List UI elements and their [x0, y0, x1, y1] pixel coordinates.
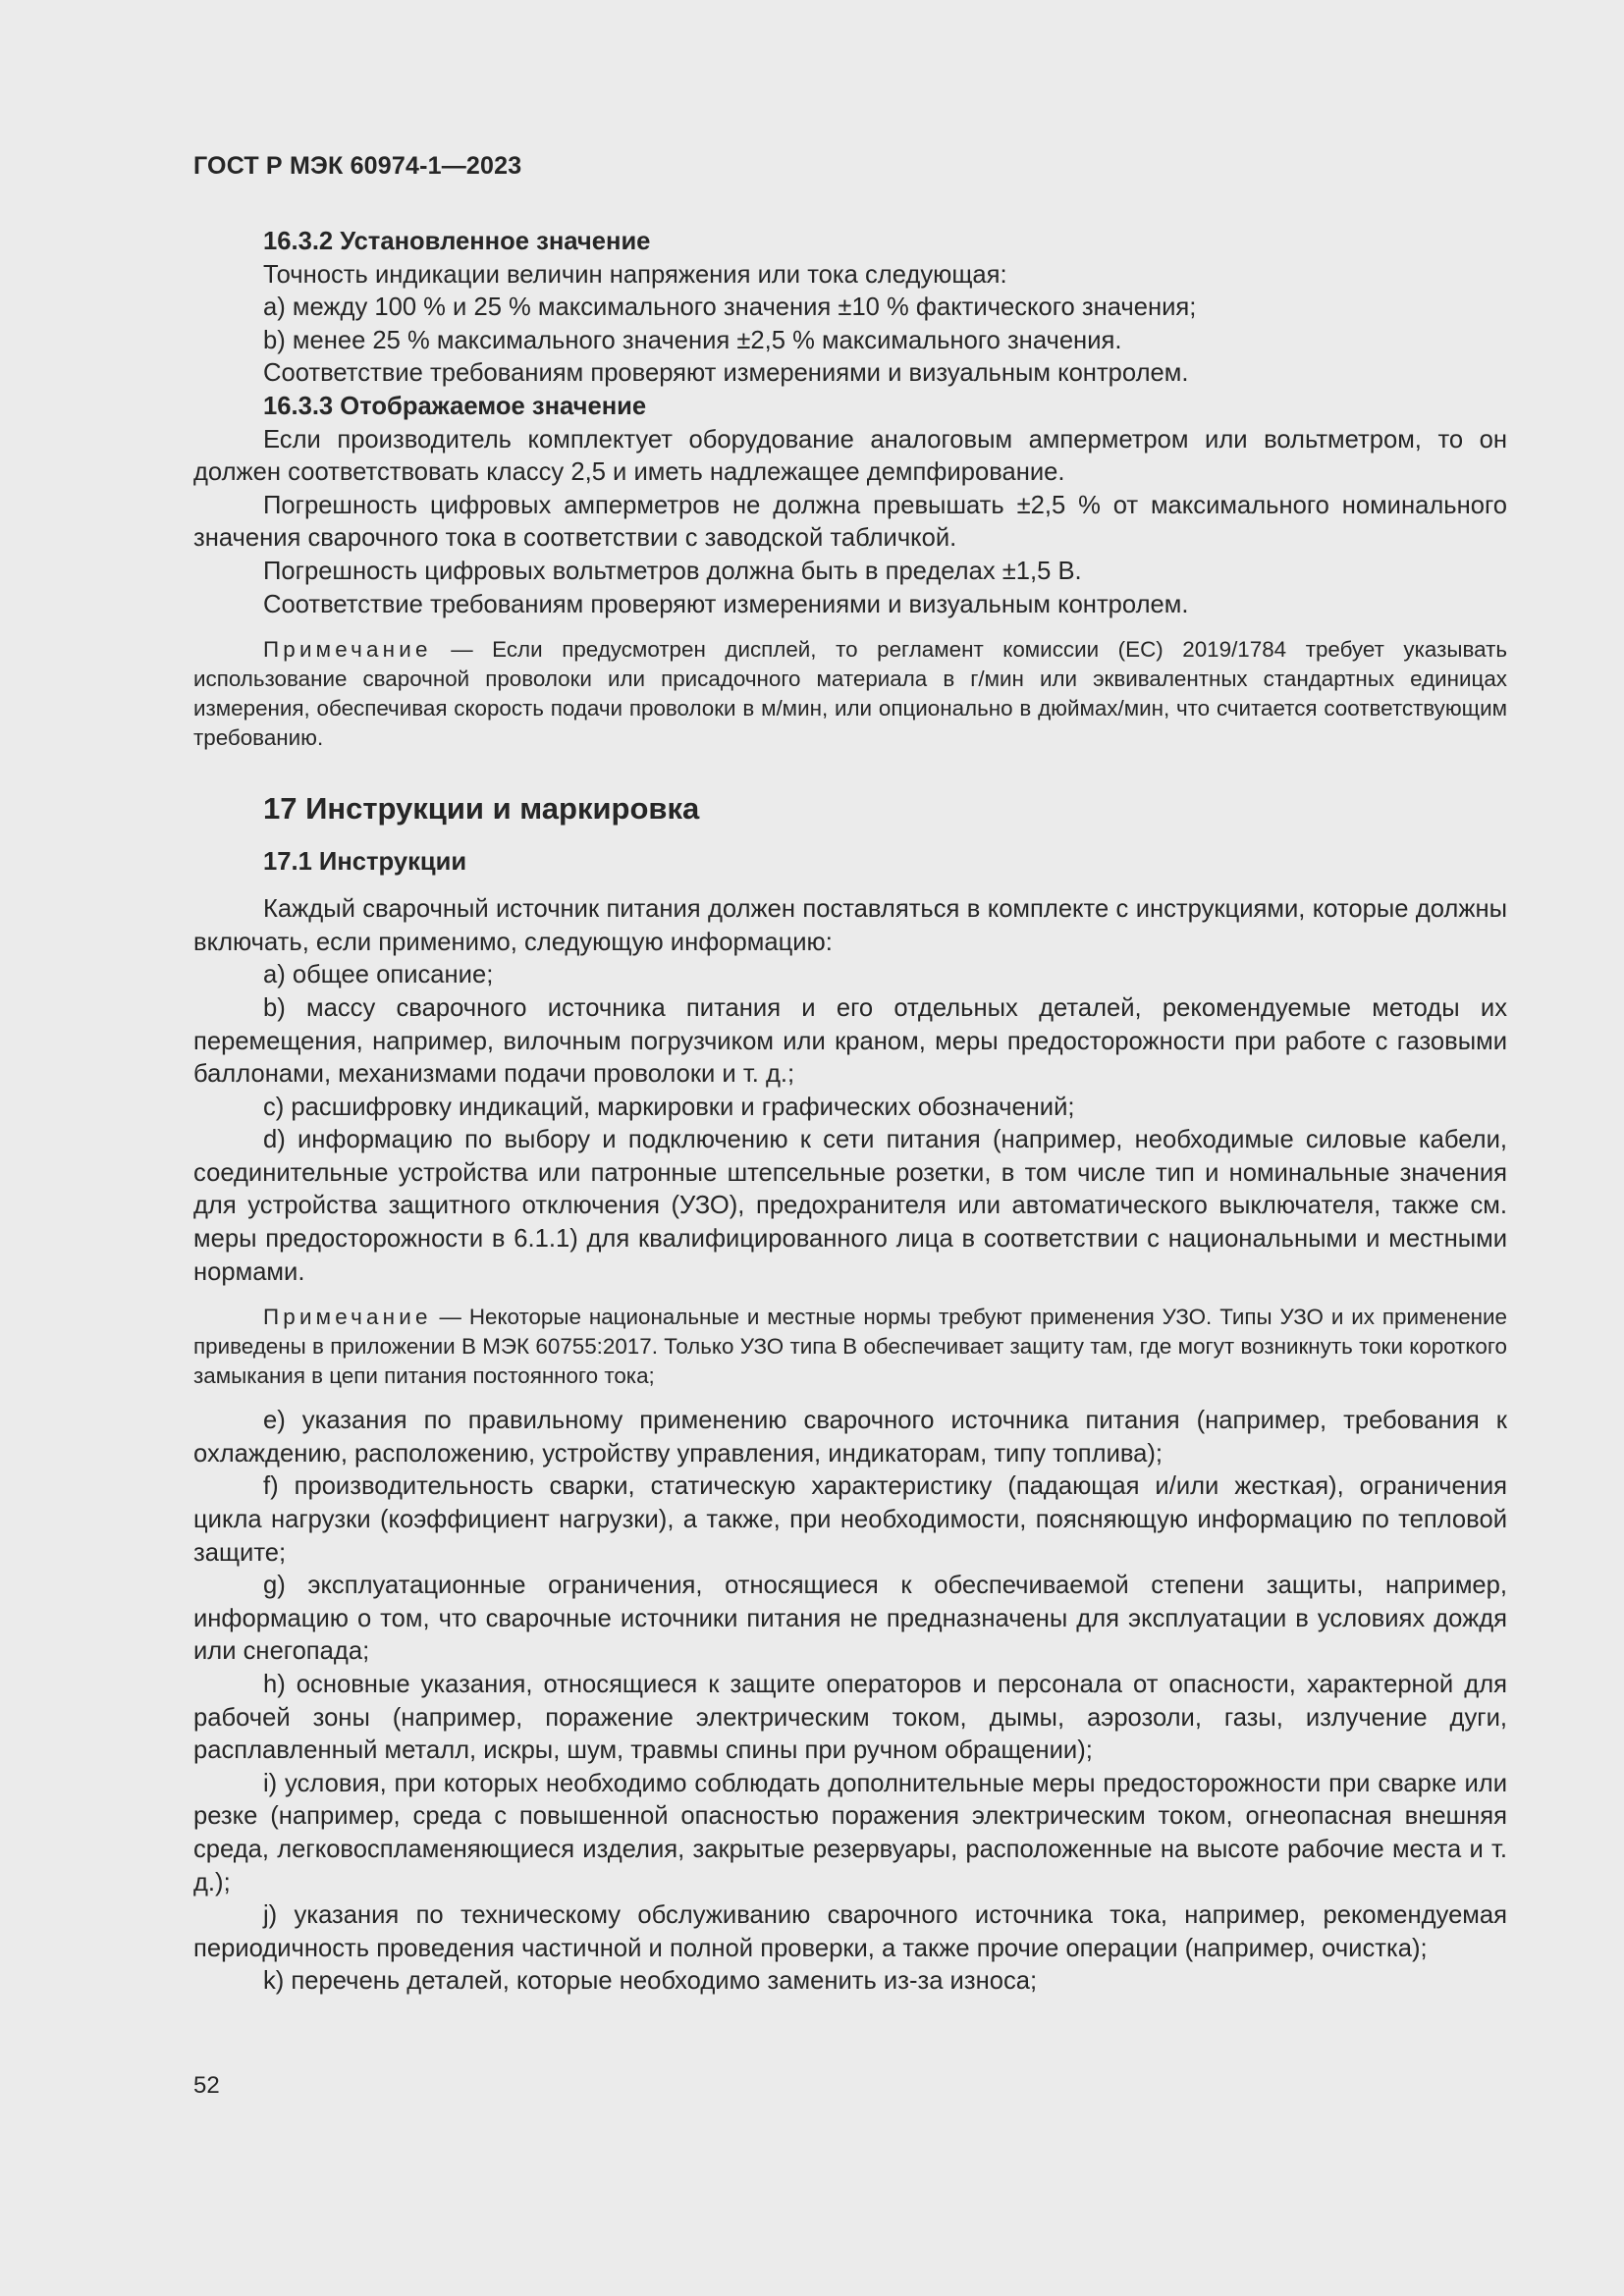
section-17-1-heading: 17.1 Инструкции: [263, 848, 467, 877]
list-item: b) менее 25 % максимального значения ±2,5 % максимального значения.: [263, 326, 1122, 354]
list-item: a) между 100 % и 25 % максимального значения ±10 % фактического значения;: [263, 294, 1197, 322]
note-text: — Если предусмотрен дисплей, то регламент комиссии (ЕС) 2019/1784 требует указывать использование сварочной проволоки или присадочного материала в г/мин или эквивалентных стандартных единицах измерения, обеспечивая скорость подачи проволоки в м/мин, или опционально в дюймах/мин, что считается соответствующим требованию.: [193, 637, 1507, 751]
document-header: ГОСТ Р МЭК 60974-1—2023: [193, 152, 522, 180]
section-17-heading: 17 Инструкции и маркировка: [263, 791, 700, 827]
list-item: g) эксплуатационные ограничения, относящиеся к обеспечиваемой степени защиты, например, информацию о том, что сварочные источники питания не предназначены для эксплуатации в условиях дождя или снегопада;: [193, 1572, 1507, 1666]
list-item: f) производительность сварки, статическую характеристику (падающая и/или жесткая), ограничения цикла нагрузки (коэффициент нагрузки), а также, при необходимости, поясняющую информацию по тепловой защите;: [193, 1472, 1507, 1567]
paragraph: Погрешность цифровых вольтметров должна быть в пределах ±1,5 В.: [263, 557, 1082, 585]
list-item: e) указания по правильному применению сварочного источника питания (например, требования к охлаждению, расположению, устройству управления, индикаторам, типу топлива);: [193, 1407, 1507, 1468]
list-item: c) расшифровку индикаций, маркировки и графических обозначений;: [263, 1093, 1075, 1121]
note-text: — Некоторые национальные и местные нормы требуют применения УЗО. Типы УЗО и их применение приведены в приложении В МЭК 60755:2017. Только УЗО типа В обеспечивает защиту там, где могут возникнуть токи короткого замыкания в цепи питания постоянного тока;: [193, 1305, 1507, 1389]
list-item: d) информацию по выбору и подключению к сети питания (например, необходимые силовые кабели, соединительные устройства или патронные штепсельные розетки, в том числе тип и номинальные значения для устройства защитного отключения (УЗО), предохранителя или автоматического выключателя, также см. меры предосторожности в 6.1.1) для квалифицированного лица в соответствии с национальными и местными нормами.: [193, 1126, 1507, 1286]
paragraph: Точность индикации величин напряжения или тока следующая:: [263, 260, 1007, 289]
paragraph: Погрешность цифровых амперметров не должна превышать ±2,5 % от максимального номинального значения сварочного тока в соответствии с заводской табличкой.: [193, 491, 1507, 553]
paragraph: Соответствие требованиям проверяют измерениями и визуальным контролем.: [263, 359, 1189, 388]
page-number: 52: [193, 2072, 220, 2099]
list-item: b) массу сварочного источника питания и его отдельных деталей, рекомендуемые методы их перемещения, например, вилочным погрузчиком или краном, меры предосторожности при работе с газовыми баллонами, механизмами подачи проволоки и т. д.;: [193, 993, 1507, 1089]
paragraph: Если производитель комплектует оборудование аналоговым амперметром или вольтметром, то он должен соответствовать классу 2,5 и иметь надлежащее демпфирование.: [193, 425, 1507, 487]
section-16-3-3-heading: 16.3.3 Отображаемое значение: [263, 392, 647, 420]
note: [193, 635, 1507, 753]
list-item: h) основные указания, относящиеся к защите операторов и персонала от опасности, характерной для рабочей зоны (например, поражение электрическим током, дымы, аэрозоли, газы, излучение дуги, расплавленный металл, искры, шум, травмы спины при ручном обращении);: [193, 1671, 1507, 1765]
note-label: Примечание: [263, 1305, 432, 1330]
list-item: k) перечень деталей, которые необходимо заменить из-за износа;: [263, 1967, 1038, 1996]
paragraph: Соответствие требованиям проверяют измерениями и визуальным контролем.: [263, 590, 1189, 618]
paragraph: Каждый сварочный источник питания должен поставляться в комплекте с инструкциями, которые должны включать, если применимо, следующую информацию:: [193, 895, 1507, 956]
list-item: i) условия, при которых необходимо соблюдать дополнительные меры предосторожности при сварке или резке (например, среда с повышенной опасностью поражения электрическим током, огнеопасная внешняя среда, легковоспламеняющиеся изделия, закрытые резервуары, расположенные на высоте рабочие места и т. д.);: [193, 1769, 1507, 1896]
list-item: a) общее описание;: [263, 961, 494, 989]
note: [193, 1303, 1507, 1391]
page-content: [193, 226, 1507, 1999]
section-16-3-2-heading: 16.3.2 Установленное значение: [263, 228, 651, 255]
note-label: Примечание: [263, 637, 432, 663]
list-item: j) указания по техническому обслуживанию сварочного источника тока, например, рекомендуемая периодичность проведения частичной и полной проверки, а также прочие операции (например, очистка);: [193, 1901, 1507, 1962]
